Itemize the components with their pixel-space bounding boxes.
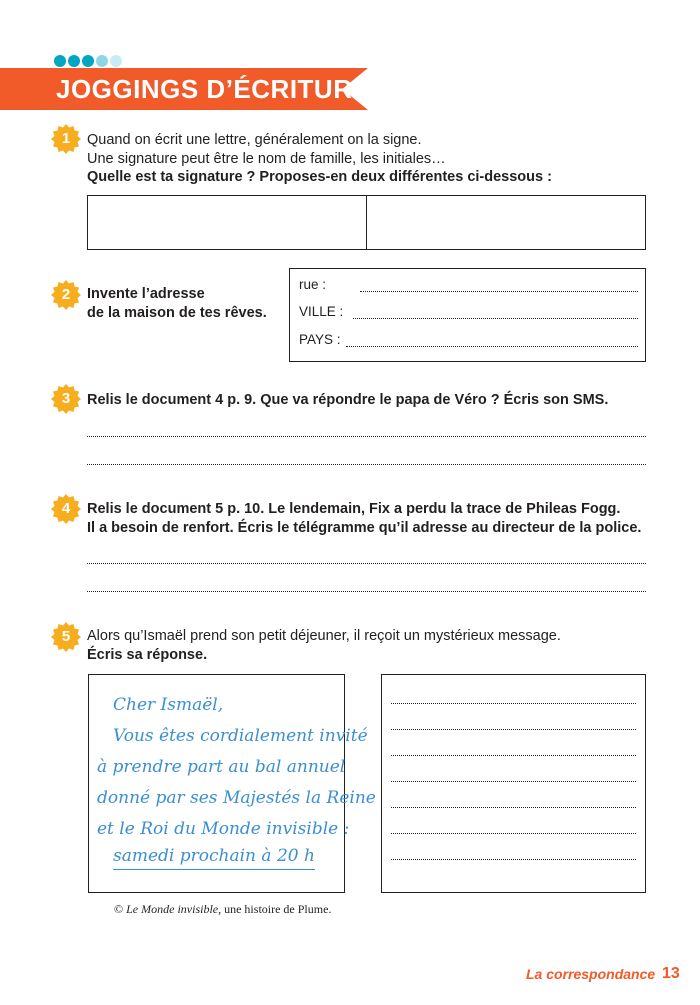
exercise-2-line-1: Invente l’adresse <box>87 286 205 302</box>
credit-title: Le Monde invisible, <box>126 902 222 916</box>
answer-box-line[interactable] <box>391 781 636 782</box>
exercise-number: 4 <box>61 500 71 517</box>
exercise-number: 2 <box>61 286 71 303</box>
exercise-5-line-1: Alors qu’Ismaël prend son petit déjeuner, il reçoit un mystérieux message. <box>87 628 561 644</box>
signature-divider <box>366 196 367 249</box>
answer-box-line[interactable] <box>391 807 636 808</box>
answer-box-line[interactable] <box>391 755 636 756</box>
answer-box-line[interactable] <box>391 833 636 834</box>
letter-line-2: Vous êtes cordialement invité <box>113 726 368 746</box>
answer-box-line[interactable] <box>391 703 636 704</box>
answer-line[interactable] <box>87 591 646 592</box>
exercise-4-line-2: Il a besoin de renfort. Écris le télégramme qu’il adresse au directeur de la police. <box>87 520 642 536</box>
credit-symbol: © <box>114 902 124 916</box>
credit-rest: une histoire de Plume. <box>224 902 332 916</box>
answer-line[interactable] <box>87 563 646 564</box>
signature-table <box>87 195 646 250</box>
exercise-3-line-1: Relis le document 4 p. 9. Que va répondre le papa de Véro ? Écris son SMS. <box>87 392 609 408</box>
signature-cell-1[interactable] <box>88 196 367 249</box>
signature-cell-2[interactable] <box>368 196 645 249</box>
answer-box-line[interactable] <box>391 729 636 730</box>
progress-dots <box>54 55 122 67</box>
exercise-3-badge <box>51 384 81 414</box>
exercise-1-line-2: Une signature peut être le nom de famille, les initiales… <box>87 151 446 167</box>
exercise-1-instruction: Quelle est ta signature ? Proposes-en deux différentes ci-dessous : <box>87 169 552 185</box>
letter-credit <box>114 902 331 917</box>
exercise-4-badge <box>51 494 81 524</box>
letter-line-1: Cher Ismaël, <box>113 695 224 715</box>
answer-line[interactable] <box>87 436 646 437</box>
exercise-4-line-1: Relis le document 5 p. 10. Le lendemain, Fix a perdu la trace de Phileas Fogg. <box>87 501 621 517</box>
dot-4 <box>96 55 108 67</box>
answer-line[interactable] <box>87 464 646 465</box>
address-field-country-label: PAYS : <box>299 332 341 347</box>
exercise-1-badge <box>51 124 81 154</box>
answer-box-line[interactable] <box>391 859 636 860</box>
dot-3 <box>82 55 94 67</box>
dot-5 <box>110 55 122 67</box>
address-field-city[interactable] <box>353 318 638 319</box>
exercise-number: 5 <box>61 628 71 645</box>
exercise-5-badge <box>51 622 81 652</box>
exercise-1-line-1: Quand on écrit une lettre, généralement on la signe. <box>87 132 422 148</box>
address-field-country[interactable] <box>346 346 638 347</box>
page-title: JOGGINGS D’ÉCRITURE <box>56 74 371 104</box>
letter-line-6: samedi prochain à 20 h <box>113 843 315 870</box>
letter-line-4: donné par ses Majestés la Reine <box>97 788 376 808</box>
exercise-2-line-2: de la maison de tes rêves. <box>87 305 267 321</box>
letter-line-3: à prendre part au bal annuel <box>97 757 346 777</box>
address-field-street-label: rue : <box>299 277 327 292</box>
footer-section-title: La correspondance <box>526 966 656 982</box>
dot-1 <box>54 55 66 67</box>
exercise-2-badge <box>51 280 81 310</box>
dot-2 <box>68 55 80 67</box>
letter-line-5: et le Roi du Monde invisible : <box>97 819 350 839</box>
exercise-number: 3 <box>61 390 71 407</box>
address-field-street[interactable] <box>360 291 638 292</box>
exercise-number: 1 <box>61 130 71 147</box>
page-number: 13 <box>662 965 680 982</box>
answer-box <box>381 674 646 893</box>
exercise-5-instruction: Écris sa réponse. <box>87 647 208 663</box>
address-field-city-label: VILLE : <box>299 304 344 319</box>
